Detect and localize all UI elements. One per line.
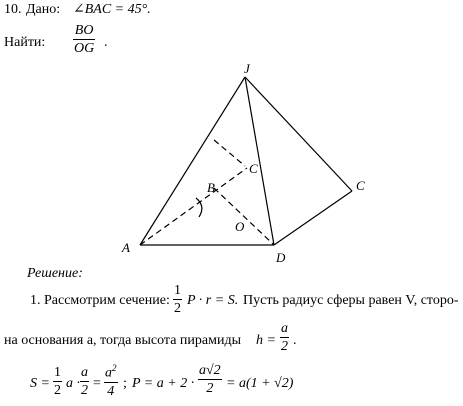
given-label: Дано: [26,2,61,17]
problem-number: 10. [4,2,22,17]
p-equals: P = a + 2 · [132,376,195,391]
separator: ; [123,376,127,391]
step1-fraction: 1 2 [174,283,181,316]
label-o: O [235,219,245,234]
label-j: J [244,61,250,76]
dashed-line-top [214,140,245,166]
p-result: = a(1 + √2) [226,376,294,391]
step1-formula: P · r = S. [187,293,239,308]
find-numerator: BO [74,23,94,38]
mul-a: a · [66,376,80,391]
frac-a-root2-2: a√2 2 [199,363,221,396]
solution-heading: Решение: [27,266,83,281]
find-label: Найти: [4,35,46,50]
frac-a-half: a 2 [81,365,88,398]
label-c-top: C [249,161,258,176]
label-b: B [207,180,215,195]
dashed-line-b-d [214,188,274,245]
given-expression: ∠BAC = 45°. [73,2,151,17]
frac-a2-4: $a^2$ 4 [105,363,117,399]
step1-prefix: 1. Рассмотрим сечение: [30,293,170,308]
edge-cd [274,191,352,245]
line2-h: h = [256,333,276,348]
line2-prefix: на основания a, тогда высота пирамиды [4,333,241,348]
step1-rest: Пусть радиус сферы равен V, сторо- [243,293,459,308]
label-d: D [276,250,286,265]
frac-one-half: 1 2 [54,365,61,398]
edge-jc [245,77,352,191]
label-a: A [122,240,130,255]
equals-1: = [93,376,101,391]
find-denominator: OG [74,41,95,56]
s-equals: S = [30,376,50,391]
edge-aj [140,77,245,245]
find-period: . [104,35,108,50]
label-c: C [356,178,365,193]
line2-period: . [293,333,297,348]
dashed-line-a-g [140,168,247,245]
line2-fraction: a 2 [281,321,288,354]
